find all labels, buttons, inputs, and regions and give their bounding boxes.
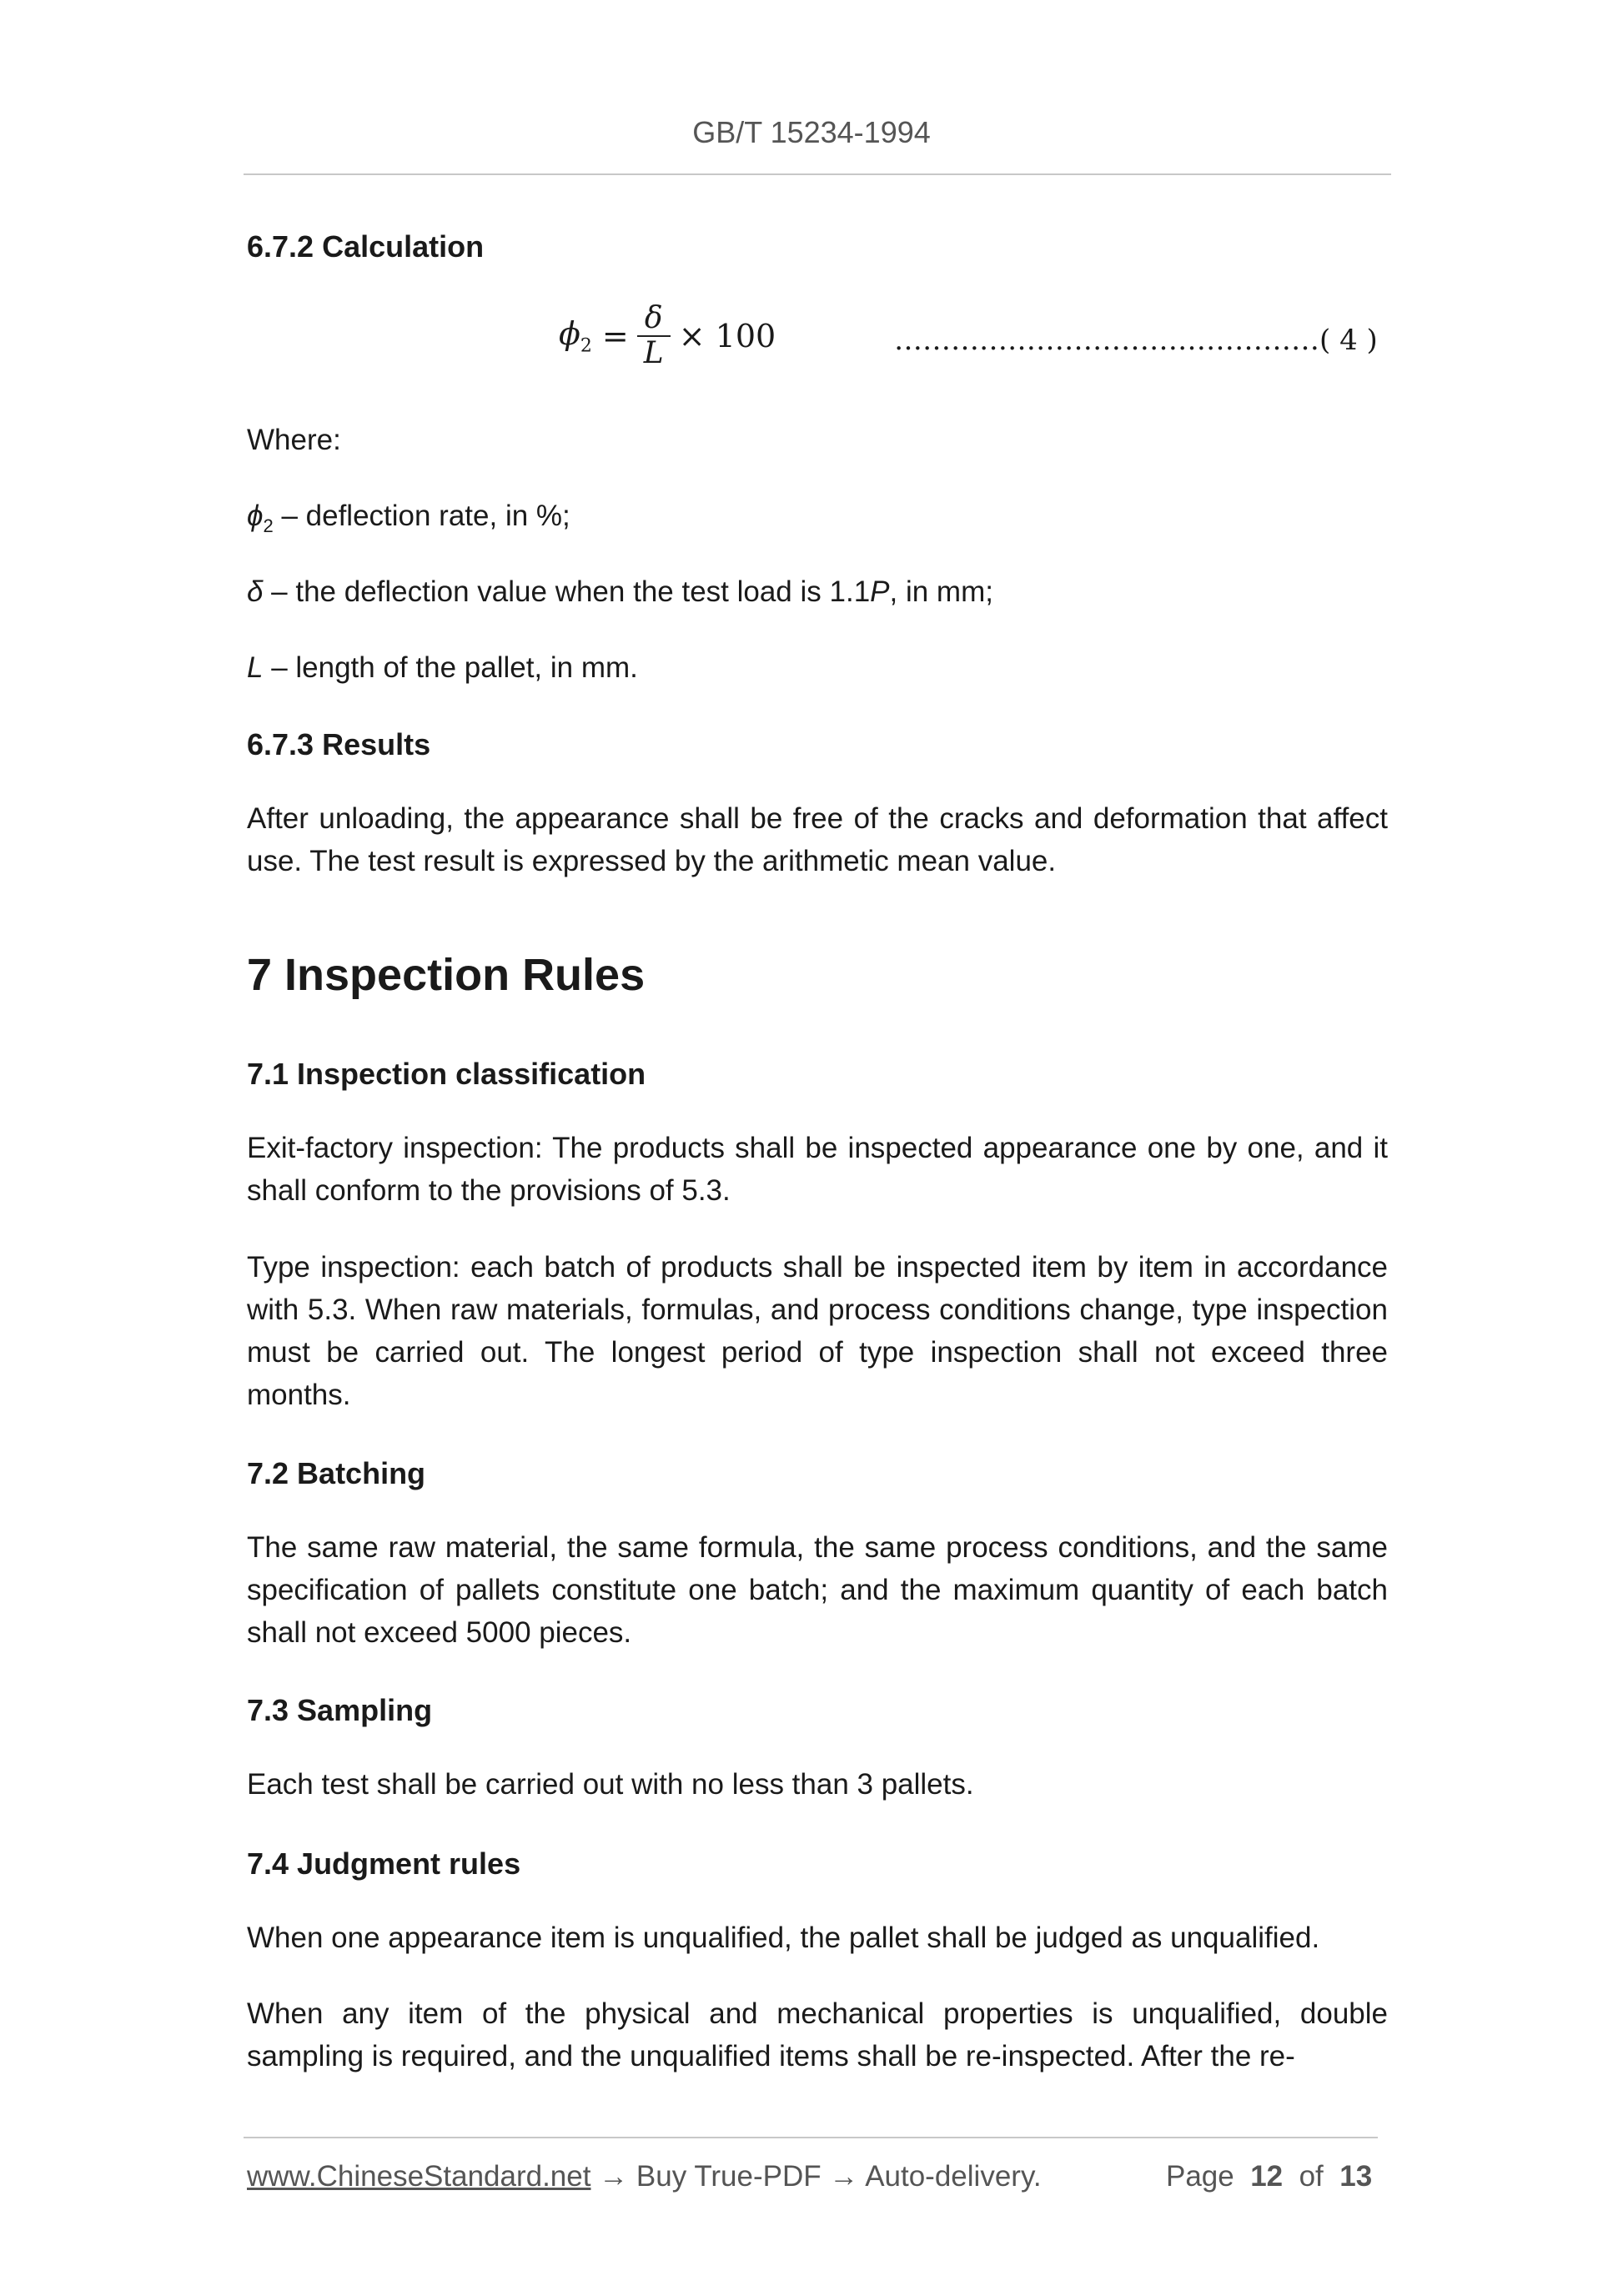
paragraph-judgment-2: When any item of the physical and mechanical properties is unqualified, double sampling is required, and the unqualified items shall be re-inspected. After the re- bbox=[247, 1997, 1388, 2072]
page-label: Page bbox=[1166, 2160, 1234, 2193]
formula-lhs: $\phi_2$ bbox=[559, 315, 592, 357]
formula-fraction bbox=[637, 302, 671, 370]
heading-7: 7 Inspection Rules bbox=[247, 950, 646, 1000]
heading-7-3: 7.3 Sampling bbox=[247, 1693, 433, 1727]
formula-equals: = bbox=[601, 318, 629, 354]
variable-delta: δ – the deflection value when the test load is 1.1P, in mm; bbox=[247, 575, 993, 608]
paragraph-type-inspection: Type inspection: each batch of products shall be inspected item by item in accordance with 5.3. When raw materials, formulas, and process conditions change, type inspection must be carried out. The longest period of type inspection shall not exceed three months. bbox=[247, 1251, 1388, 1411]
heading-6-7-3: 6.7.3 Results bbox=[247, 727, 431, 761]
paragraph-exit-factory: Exit-factory inspection: The products shall be inspected appearance one by one, and it shall conform to the provisions of 5.3. bbox=[247, 1132, 1388, 1207]
header-rule bbox=[244, 173, 1391, 175]
variable-l: L – length of the pallet, in mm. bbox=[247, 651, 638, 684]
of-label: of bbox=[1299, 2160, 1324, 2193]
heading-7-4: 7.4 Judgment rules bbox=[247, 1846, 521, 1881]
paragraph-sampling: Each test shall be carried out with no less than 3 pallets. bbox=[247, 1768, 974, 1801]
formula-4 bbox=[559, 302, 776, 370]
where-label: Where: bbox=[247, 424, 341, 456]
formula-denominator: L bbox=[643, 336, 664, 370]
page-number bbox=[1166, 2160, 1372, 2193]
paragraph-batching: The same raw material, the same formula, the same process conditions, and the same specification of pallets constitute one batch; and the maximum quantity of each batch shall not exceed 5000 pieces. bbox=[247, 1531, 1388, 1649]
arrow-icon: → bbox=[590, 2160, 636, 2193]
equation-number-label: ( 4 ) bbox=[1319, 324, 1378, 357]
auto-delivery-text: Auto-delivery. bbox=[865, 2160, 1042, 2193]
footer-links bbox=[247, 2160, 1042, 2193]
heading-7-2: 7.2 Batching bbox=[247, 1456, 426, 1490]
buy-true-pdf-text: Buy True-PDF bbox=[636, 2160, 822, 2193]
website-link[interactable]: www.ChineseStandard.net bbox=[247, 2160, 591, 2193]
formula-times: × 100 bbox=[678, 318, 776, 354]
formula-numerator: δ bbox=[644, 301, 663, 335]
equation-leader-dots: ……………………………………… bbox=[894, 324, 1319, 357]
equation-number bbox=[894, 324, 1378, 357]
document-header: GB/T 15234-1994 bbox=[692, 115, 931, 149]
heading-6-7-2: 6.7.2 Calculation bbox=[247, 229, 485, 264]
variable-phi2: $\phi_2$ – deflection rate, in %; bbox=[247, 500, 570, 536]
heading-7-1: 7.1 Inspection classification bbox=[247, 1057, 646, 1091]
page-current: 12 bbox=[1250, 2160, 1284, 2193]
results-paragraph: After unloading, the appearance shall be free of the cracks and deformation that affect use. The test result is expressed by the arithmetic mean value. bbox=[247, 802, 1388, 877]
footer-rule bbox=[244, 2137, 1378, 2138]
arrow-icon: → bbox=[821, 2160, 866, 2193]
paragraph-judgment-1: When one appearance item is unqualified, the pallet shall be judged as unqualified. bbox=[247, 1922, 1320, 1954]
page-total: 13 bbox=[1339, 2160, 1373, 2193]
